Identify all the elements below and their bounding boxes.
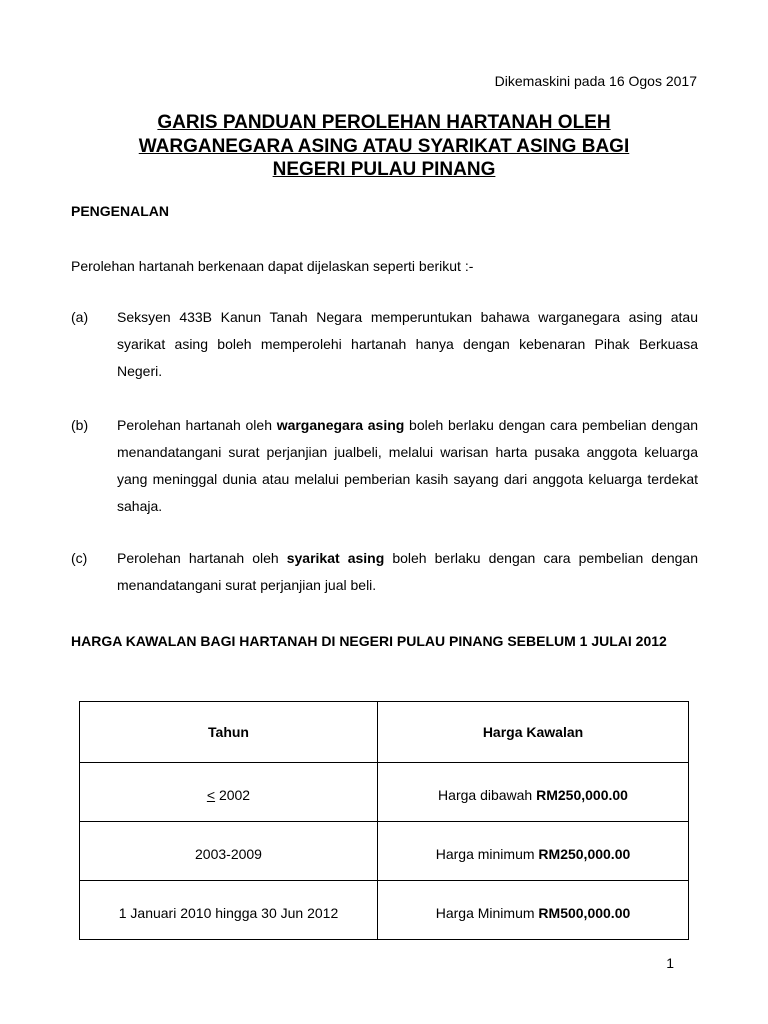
page-number: 1 [666, 955, 674, 971]
table-row [80, 763, 689, 822]
list-item-a [71, 304, 698, 385]
year-cell: 2003-2009 [80, 822, 378, 881]
table-row [80, 822, 689, 881]
list-marker: (c) [71, 550, 88, 566]
section-heading-harga-kawalan: HARGA KAWALAN BAGI HARTANAH DI NEGERI PULAU PINANG SEBELUM 1 JULAI 2012 [71, 633, 667, 649]
list-item-b [71, 412, 698, 520]
intro-paragraph: Perolehan hartanah berkenaan dapat dijelaskan seperti berikut :- [71, 258, 474, 274]
less-than-equal-symbol: < [206, 787, 216, 803]
table-row [80, 881, 689, 940]
list-item-c [71, 545, 698, 599]
column-header-harga-kawalan: Harga Kawalan [378, 702, 689, 763]
title-line-3: NEGERI PULAU PINANG [272, 159, 496, 180]
list-item-text: Seksyen 433B Kanun Tanah Negara memperuntukan bahawa warganegara asing atau syarikat asing boleh memperolehi hartanah hanya dengan kebenaran Pihak Berkuasa Negeri. [117, 309, 698, 379]
list-item-text: Perolehan hartanah oleh syarikat asing boleh berlaku dengan cara pembelian dengan menandatangani surat perjanjian jual beli. [117, 550, 698, 593]
document-title [0, 111, 768, 182]
emphasis-text: syarikat asing [286, 550, 385, 566]
table-header-row [80, 702, 689, 763]
price-control-table [79, 701, 689, 940]
price-cell: Harga dibawah RM250,000.00 [378, 763, 689, 822]
column-header-tahun: Tahun [80, 702, 378, 763]
list-item-text: Perolehan hartanah oleh warganegara asing boleh berlaku dengan cara pembelian dengan menandatangani surat perjanjian jualbeli, melalui warisan harta pusaka anggota keluarga yang meninggal dunia atau melalui pemberian kasih sayang dari anggota keluarga terdekat sahaja. [117, 417, 699, 514]
emphasis-text: warganegara asing [276, 417, 405, 433]
title-line-1: GARIS PANDUAN PEROLEHAN HARTANAH OLEH [157, 112, 611, 133]
price-cell: Harga minimum RM250,000.00 [378, 822, 689, 881]
year-cell: < 2002 [80, 763, 378, 822]
year-cell: 1 Januari 2010 hingga 30 Jun 2012 [80, 881, 378, 940]
price-cell: Harga Minimum RM500,000.00 [378, 881, 689, 940]
section-heading-pengenalan: PENGENALAN [71, 203, 170, 219]
list-marker: (b) [71, 417, 89, 433]
updated-date: Dikemaskini pada 16 Ogos 2017 [494, 73, 697, 89]
title-line-2: WARGANEGARA ASING ATAU SYARIKAT ASING BAGI [138, 135, 630, 157]
list-marker: (a) [71, 309, 89, 325]
